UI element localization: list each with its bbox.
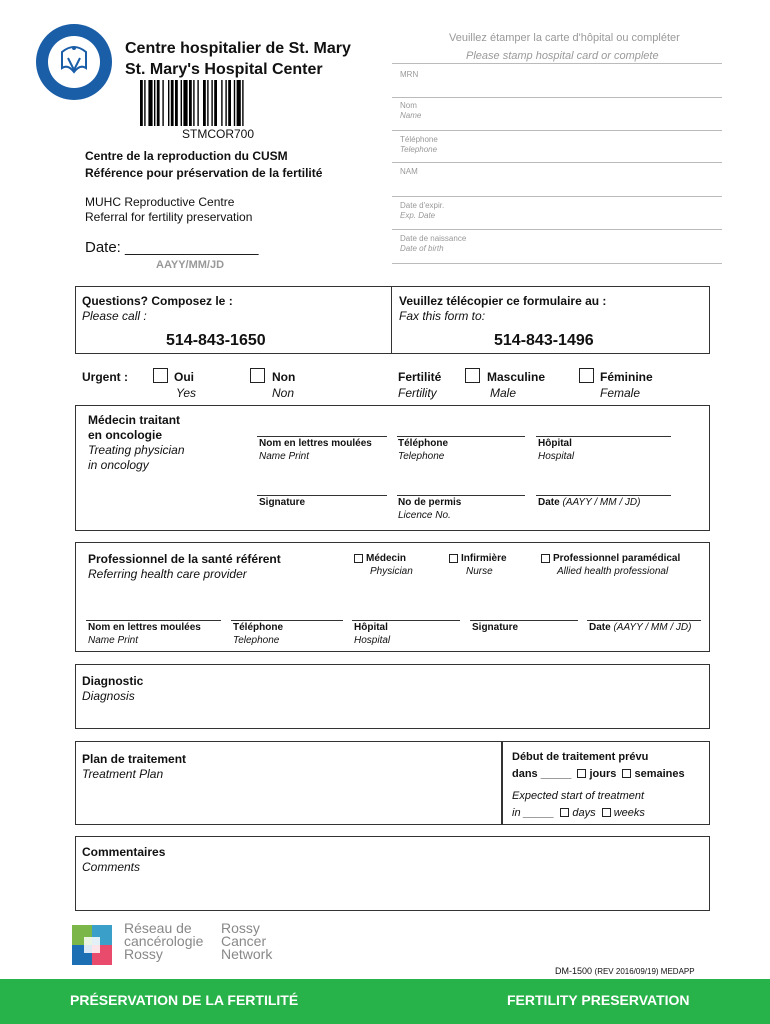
stamp-field-exp-en: Exp. Date — [400, 211, 436, 220]
urgent-no-fr: Non — [272, 370, 296, 384]
stamp-field-name-en: Name — [400, 111, 422, 120]
diagnosis-label-fr: Diagnostic — [82, 674, 144, 688]
questions-label-fr: Questions? Composez le : — [82, 294, 233, 308]
oncologist-phone-fr: Téléphone — [398, 438, 449, 449]
oncologist-title-fr-2: en oncologie — [88, 428, 163, 442]
urgent-label: Urgent : — [82, 370, 128, 384]
rossy-network-logo-icon — [72, 925, 112, 965]
stamp-field-dob-fr: Date de naissance — [400, 234, 467, 243]
days-fr-label: jours — [589, 768, 617, 780]
network-en-line2: Cancer — [221, 933, 267, 949]
treatment-start-fr: Début de traitement prévu — [512, 751, 649, 763]
weeks-fr-label: semaines — [634, 768, 685, 780]
oncologist-signature-label: Signature — [259, 497, 306, 508]
network-en-line3: Network — [221, 946, 273, 962]
oncologist-date-label — [538, 497, 640, 508]
fertility-label-en: Fertility — [398, 386, 437, 400]
oncologist-name-en: Name Print — [259, 451, 310, 462]
network-name-fr — [124, 922, 203, 961]
stamp-field-dob-en: Date of birth — [400, 244, 444, 253]
oncologist-name-line[interactable] — [257, 436, 387, 437]
referring-date-format: (AAYY / MM / JD) — [613, 622, 692, 633]
diagnosis-field[interactable] — [75, 664, 710, 729]
oncologist-title-en-1: Treating physician — [88, 443, 185, 457]
hospital-seal-logo — [34, 22, 114, 102]
days-en-label: days — [572, 807, 596, 819]
male-label-en: Male — [490, 386, 517, 400]
diagnosis-label-en: Diagnosis — [82, 689, 135, 703]
referring-hospital-en: Hospital — [354, 635, 391, 646]
urgent-yes-fr: Oui — [174, 370, 194, 384]
fax-label-fr: Veuillez télécopier ce formulaire au : — [399, 294, 607, 308]
stamp-instruction-fr: Veuillez étamper la carte d'hôpital ou compléter — [449, 32, 680, 44]
form-code — [555, 966, 695, 976]
date-field[interactable]: Date: ________________ — [85, 239, 259, 256]
comments-label-fr: Commentaires — [82, 845, 166, 859]
nurse-checkbox[interactable] — [449, 554, 458, 563]
referring-hospital-fr: Hôpital — [354, 622, 388, 633]
weeks-fr-checkbox[interactable] — [622, 769, 631, 778]
treatment-start-en: Expected start of treatment — [512, 790, 645, 802]
urgent-yes-checkbox[interactable] — [153, 368, 168, 383]
oncologist-hospital-fr: Hôpital — [538, 438, 572, 449]
urgent-no-en: Non — [272, 386, 295, 400]
barcode-text: STMCOR700 — [182, 127, 255, 141]
centre-title-en: MUHC Reproductive Centre — [85, 195, 235, 209]
oncologist-signature-line[interactable] — [257, 495, 387, 496]
referring-hospital-line[interactable] — [352, 620, 460, 621]
referring-date-label — [589, 622, 691, 633]
centre-title-fr: Centre de la reproduction du CUSM — [85, 149, 288, 163]
fax-number[interactable]: 514-843-1496 — [494, 332, 594, 349]
oncologist-licence-line[interactable] — [397, 495, 525, 496]
weeks-en-label: weeks — [613, 807, 645, 819]
referring-title-en: Referring health care provider — [88, 567, 247, 581]
network-fr-line1: Réseau de — [124, 920, 192, 936]
questions-label-en: Please call : — [82, 309, 147, 323]
referral-title-en: Referral for fertility preservation — [85, 210, 253, 224]
stamp-field-phone-en: Telephone — [400, 145, 438, 154]
footer-title-fr: PRÉSERVATION DE LA FERTILITÉ — [70, 992, 299, 1008]
oncologist-hospital-en: Hospital — [538, 451, 575, 462]
treatment-label-en: Treatment Plan — [82, 767, 164, 781]
allied-fr: Professionnel paramédical — [553, 553, 681, 564]
treatment-label-fr: Plan de traitement — [82, 752, 187, 766]
referring-name-fr: Nom en lettres moulées — [88, 622, 201, 633]
stamp-field-nam: NAM — [400, 167, 418, 176]
allied-en: Allied health professional — [557, 566, 669, 577]
network-fr-line2: cancérologie — [124, 933, 204, 949]
days-en-checkbox[interactable] — [560, 808, 569, 817]
referring-date-line[interactable] — [587, 620, 701, 621]
comments-field[interactable] — [75, 836, 710, 911]
treatment-in-en-row — [512, 807, 645, 819]
oncologist-date-word: Date — [538, 497, 560, 508]
female-label-fr: Féminine — [600, 370, 653, 384]
oncologist-phone-en: Telephone — [398, 451, 445, 462]
weeks-en-checkbox[interactable] — [602, 808, 611, 817]
days-fr-checkbox[interactable] — [577, 769, 586, 778]
allied-checkbox[interactable] — [541, 554, 550, 563]
fax-label-en: Fax this form to: — [399, 309, 486, 323]
stamp-field-name-fr: Nom — [400, 101, 417, 110]
nurse-fr: Infirmière — [461, 553, 507, 564]
physician-fr: Médecin — [366, 553, 407, 564]
urgent-yes-en: Yes — [176, 386, 197, 400]
comments-label-en: Comments — [82, 860, 141, 874]
stamp-instruction-en: Please stamp hospital card or complete — [466, 50, 659, 62]
referring-name-line[interactable] — [86, 620, 221, 621]
oncologist-licence-en: Licence No. — [398, 510, 451, 521]
oncologist-phone-line[interactable] — [397, 436, 525, 437]
referring-name-en: Name Print — [88, 635, 139, 646]
stamp-field-exp-fr: Date d'expir. — [400, 201, 445, 210]
referral-title-fr: Référence pour préservation de la fertilité — [85, 166, 323, 180]
oncologist-hospital-line[interactable] — [536, 436, 671, 437]
footer-title-en: FERTILITY PRESERVATION — [507, 992, 690, 1008]
referring-date-word: Date — [589, 622, 611, 633]
referring-title-fr: Professionnel de la santé référent — [88, 552, 281, 566]
stamp-field-phone-fr: Téléphone — [400, 135, 438, 144]
form-code-revision: (REV 2016/09/19) MEDAPP — [594, 967, 695, 976]
oncologist-date-line[interactable] — [536, 495, 671, 496]
hospital-name-en: St. Mary's Hospital Center — [125, 61, 323, 78]
treatment-in-fr[interactable]: dans _____ — [512, 768, 572, 780]
stamp-field-mrn: MRN — [400, 70, 419, 79]
female-label-en: Female — [600, 386, 641, 400]
treatment-in-en[interactable]: in _____ — [512, 807, 555, 819]
referring-phone-en: Telephone — [233, 635, 280, 646]
network-name-en — [221, 922, 272, 961]
oncologist-name-fr: Nom en lettres moulées — [259, 438, 372, 449]
form-code-number: DM-1500 — [555, 966, 593, 976]
phone-number[interactable]: 514-843-1650 — [166, 332, 266, 349]
physician-en: Physician — [370, 566, 413, 577]
referring-phone-line[interactable] — [231, 620, 343, 621]
male-label-fr: Masculine — [487, 370, 546, 384]
oncologist-title-fr-1: Médecin traitant — [88, 413, 181, 427]
physician-checkbox[interactable] — [354, 554, 363, 563]
oncologist-licence-fr: No de permis — [398, 497, 462, 508]
barcode — [138, 80, 303, 126]
female-checkbox[interactable] — [579, 368, 594, 383]
treatment-in-fr-row — [512, 768, 685, 780]
date-format-hint: AAYY/MM/JD — [156, 259, 225, 271]
network-en-line1: Rossy — [221, 920, 260, 936]
oncologist-title-en-2: in oncology — [88, 458, 149, 472]
urgent-no-checkbox[interactable] — [250, 368, 265, 383]
network-fr-line3: Rossy — [124, 946, 163, 962]
referring-signature-line[interactable] — [470, 620, 578, 621]
referring-signature-label: Signature — [472, 622, 519, 633]
referring-phone-fr: Téléphone — [233, 622, 284, 633]
oncologist-date-format: (AAYY / MM / JD) — [562, 497, 641, 508]
hospital-name-fr: Centre hospitalier de St. Mary — [125, 40, 351, 57]
nurse-en: Nurse — [466, 566, 493, 577]
male-checkbox[interactable] — [465, 368, 480, 383]
fertility-label-fr: Fertilité — [398, 370, 442, 384]
